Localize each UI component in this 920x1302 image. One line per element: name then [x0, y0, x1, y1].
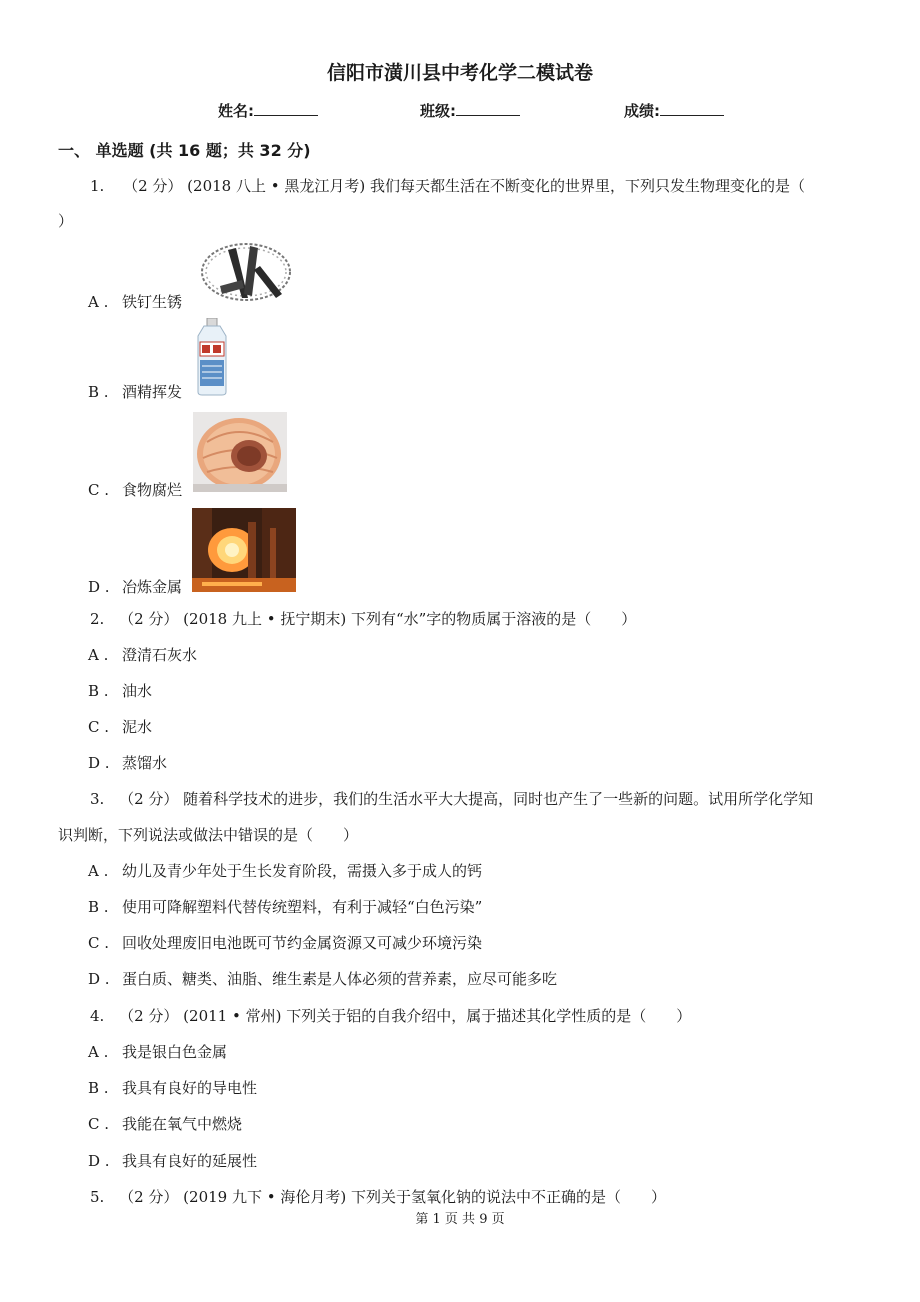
option-letter: A .: [88, 293, 109, 311]
q1-option-b: [88, 382, 182, 402]
q2-option-b: [88, 681, 152, 701]
alcohol-bottle-image: [192, 318, 232, 396]
rusty-nails-image: [198, 236, 294, 308]
score-label: 成绩:: [624, 102, 660, 120]
option-text: 铁钉生锈: [122, 293, 183, 311]
option-text: 油水: [122, 682, 153, 700]
option-text: 我具有良好的导电性: [122, 1079, 258, 1097]
option-letter: D .: [88, 754, 110, 772]
option-letter: A .: [88, 646, 109, 664]
question-3-cont: 识判断，下列说法或做法中错误的是（ ）: [58, 826, 359, 844]
option-letter: D .: [88, 578, 110, 596]
question-number: 2.: [90, 610, 105, 628]
page-title: 信阳市潢川县中考化学二模试卷: [326, 62, 593, 84]
option-letter: B .: [88, 682, 109, 700]
question-text: （2 分） (2018 九上 • 抚宁期末) 下列有“水”字的物质属于溶液的是（ ）: [119, 610, 637, 628]
score-blank: [660, 101, 724, 116]
option-letter: D .: [88, 1152, 110, 1170]
option-letter: C .: [88, 1115, 110, 1133]
question-1: [90, 176, 805, 196]
q2-option-d: [88, 753, 167, 773]
score-field: [624, 100, 724, 121]
q2-option-a: [88, 645, 197, 665]
question-3: [90, 789, 813, 809]
question-number: 1.: [90, 177, 105, 195]
option-text: 蒸馏水: [122, 754, 168, 772]
question-number: 5.: [90, 1188, 105, 1206]
q1-option-d: [88, 577, 182, 597]
option-text: 我能在氧气中燃烧: [122, 1115, 243, 1133]
question-1-cont: ）: [58, 212, 74, 230]
class-field: [420, 100, 520, 121]
question-text: （2 分） (2011 • 常州) 下列关于铝的自我介绍中，属于描述其化学性质的是（ ）: [119, 1007, 692, 1025]
smelting-furnace-image: [192, 508, 296, 592]
option-text: 泥水: [122, 718, 153, 736]
option-text: 蛋白质、糖类、油脂、维生素是人体必须的营养素，应尽可能多吃: [122, 970, 558, 988]
question-text: （2 分） 随着科学技术的进步，我们的生活水平大大提高，同时也产生了一些新的问题。试用所学化学知: [119, 790, 814, 808]
option-letter: D .: [88, 970, 110, 988]
q3-option-c: [88, 933, 482, 953]
q3-option-a: [88, 861, 482, 881]
q1-option-c: [88, 480, 182, 500]
option-letter: A .: [88, 862, 109, 880]
name-label: 姓名:: [218, 102, 254, 120]
q4-option-b: [88, 1078, 257, 1098]
option-text: 酒精挥发: [122, 383, 183, 401]
option-text: 冶炼金属: [122, 578, 183, 596]
name-blank: [254, 101, 318, 116]
option-text: 幼儿及青少年处于生长发育阶段，需摄入多于成人的钙: [122, 862, 483, 880]
q1-option-a: [88, 292, 182, 312]
option-text: 澄清石灰水: [122, 646, 198, 664]
class-label: 班级:: [420, 102, 456, 120]
option-letter: C .: [88, 934, 110, 952]
option-letter: B .: [88, 1079, 109, 1097]
option-text: 我是银白色金属: [122, 1043, 228, 1061]
option-text: 我具有良好的延展性: [122, 1152, 258, 1170]
option-letter: C .: [88, 481, 110, 499]
question-4: [90, 1006, 691, 1026]
question-number: 4.: [90, 1007, 105, 1025]
option-letter: B .: [88, 383, 109, 401]
question-5: [90, 1187, 666, 1207]
option-text: 食物腐烂: [122, 481, 183, 499]
question-text: （2 分） (2019 九下 • 海伦月考) 下列关于氢氧化钠的说法中不正确的是（ ）: [119, 1188, 666, 1206]
question-2: [90, 609, 636, 629]
q2-option-c: [88, 717, 152, 737]
question-text: （2 分） (2018 八上 • 黑龙江月考) 我们每天都生活在不断变化的世界里，下列只发生物理变化的是（: [123, 177, 805, 195]
option-letter: A .: [88, 1043, 109, 1061]
name-field: [218, 100, 318, 121]
rotting-fruit-image: [193, 412, 287, 492]
option-text: 使用可降解塑料代替传统塑料，有利于减轻“白色污染”: [122, 898, 483, 916]
q3-option-b: [88, 897, 482, 917]
option-letter: B .: [88, 898, 109, 916]
q4-option-c: [88, 1114, 242, 1134]
page-footer: 第 1 页 共 9 页: [415, 1212, 505, 1227]
class-blank: [456, 101, 520, 116]
q4-option-a: [88, 1042, 227, 1062]
q3-option-d: [88, 969, 557, 989]
section-heading: 一、 单选题 (共 16 题；共 32 分): [58, 141, 311, 160]
option-letter: C .: [88, 718, 110, 736]
q4-option-d: [88, 1151, 257, 1171]
option-text: 回收处理废旧电池既可节约金属资源又可减少环境污染: [122, 934, 483, 952]
question-number: 3.: [90, 790, 105, 808]
